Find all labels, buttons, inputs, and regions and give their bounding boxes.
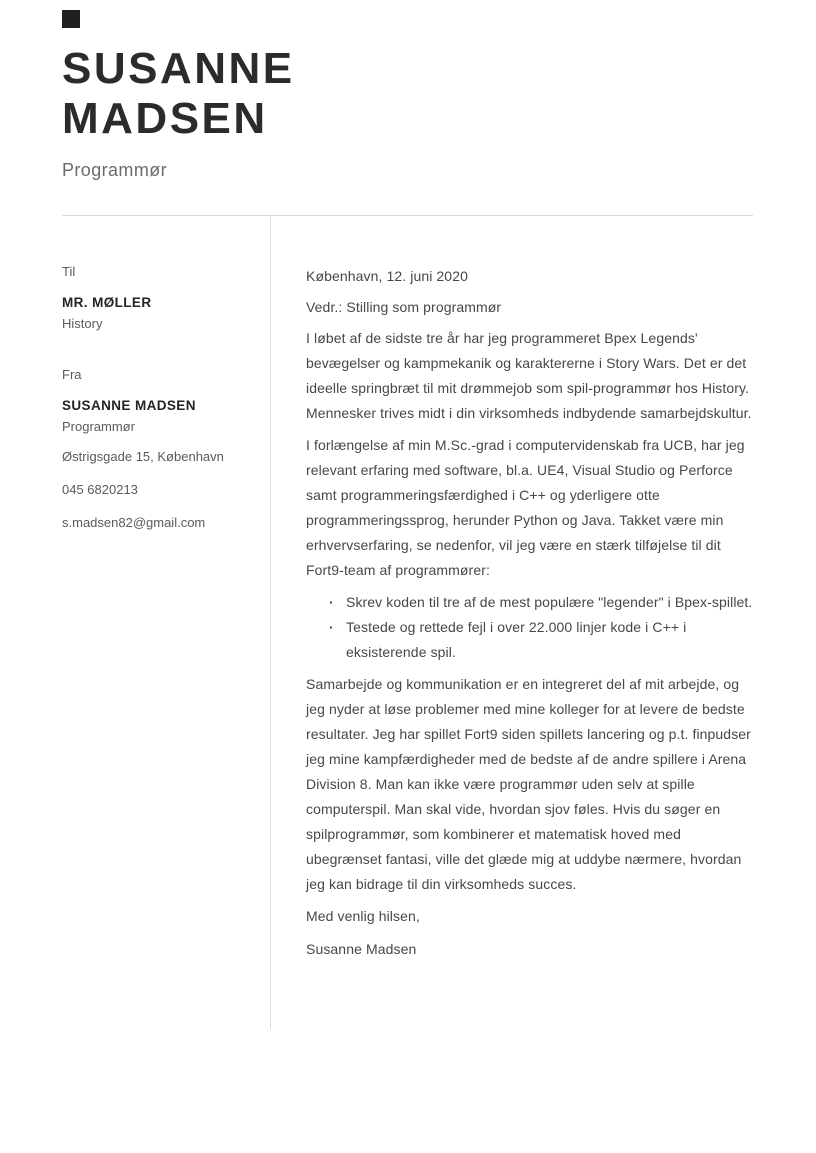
letter-signature: Susanne Madsen bbox=[306, 941, 417, 957]
letter-paragraph-experience: I forlængelse af min M.Sc.-grad i computervidenskab fra UCB, har jeg relevant erfaring med software, bl.a. UE4, Visual Studio og Perforce samt programmeringsfærdighed i C++ og yderligere otte programmeringssprog, herunder Python og Java. Takket være min erhvervserfaring, se nedenfor, vil jeg være en stærk tilføjelse til dit Fort9-team af programmører: bbox=[306, 437, 745, 578]
sender-job-title: Programmør bbox=[62, 419, 135, 434]
contact-sidebar bbox=[62, 216, 270, 1029]
letter-subject: Vedr.: Stilling som programmør bbox=[306, 299, 502, 315]
applicant-job-title: Programmør bbox=[62, 160, 168, 180]
letter-columns bbox=[62, 216, 753, 1029]
sender-address: Østrigsgade 15, København bbox=[62, 449, 224, 464]
brand-square-icon bbox=[62, 10, 80, 28]
achievement-item: · Skrev koden til tre af de mest populære "legender" i Bpex-spillet. bbox=[326, 590, 753, 615]
achievement-item: · Testede og rettede fejl i over 22.000 linjer kode i C++ i eksisterende spil. bbox=[326, 615, 753, 665]
letter-content bbox=[270, 216, 753, 1029]
achievements-list bbox=[306, 590, 753, 665]
sender-label: Fra bbox=[62, 367, 82, 382]
sender-name: SUSANNE MADSEN bbox=[62, 398, 196, 413]
recipient-name: MR. MØLLER bbox=[62, 295, 152, 310]
letter-header bbox=[62, 0, 753, 181]
recipient-company: History bbox=[62, 316, 103, 331]
applicant-name-line1: SUSANNE bbox=[62, 44, 295, 93]
sender-email: s.madsen82@gmail.com bbox=[62, 515, 206, 530]
letter-paragraph-intro: I løbet af de sidste tre år har jeg programmeret Bpex Legends' bevægelser og kampmekanik og karaktererne i Story Wars. Det er det ideelle springbræt til mit drømmejob som spil-programmør hos History. Mennesker trives midt i din virksomheds indbydende samarbejdskultur. bbox=[306, 330, 752, 421]
sender-phone: 045 6820213 bbox=[62, 482, 138, 497]
letter-paragraph-closing: Samarbejde og kommunikation er en integreret del af mit arbejde, og jeg nyder at løse problemer med mine kolleger for at levere de bedste resultater. Jeg har spillet Fort9 siden spillets lancering og p.t. finpudser jeg mine kampfærdigheder med de bedste af de andre spillere i Arena Division 8. Man kan ikke være programmør uden selv at spille computerspil. Man skal vide, hvordan sjov føles. Hvis du søger en spilprogrammør, som kombinerer et matematisk hoved med ubegrænset fantasi, ville det glæde mig at uddybe nærmere, hvordan jeg kan bidrage til din virksomheds succes. bbox=[306, 676, 751, 892]
applicant-name-line2: MADSEN bbox=[62, 94, 268, 143]
letter-date: København, 12. juni 2020 bbox=[306, 268, 468, 284]
letter-signoff: Med venlig hilsen, bbox=[306, 908, 420, 924]
recipient-label: Til bbox=[62, 264, 76, 279]
applicant-name bbox=[62, 44, 753, 144]
